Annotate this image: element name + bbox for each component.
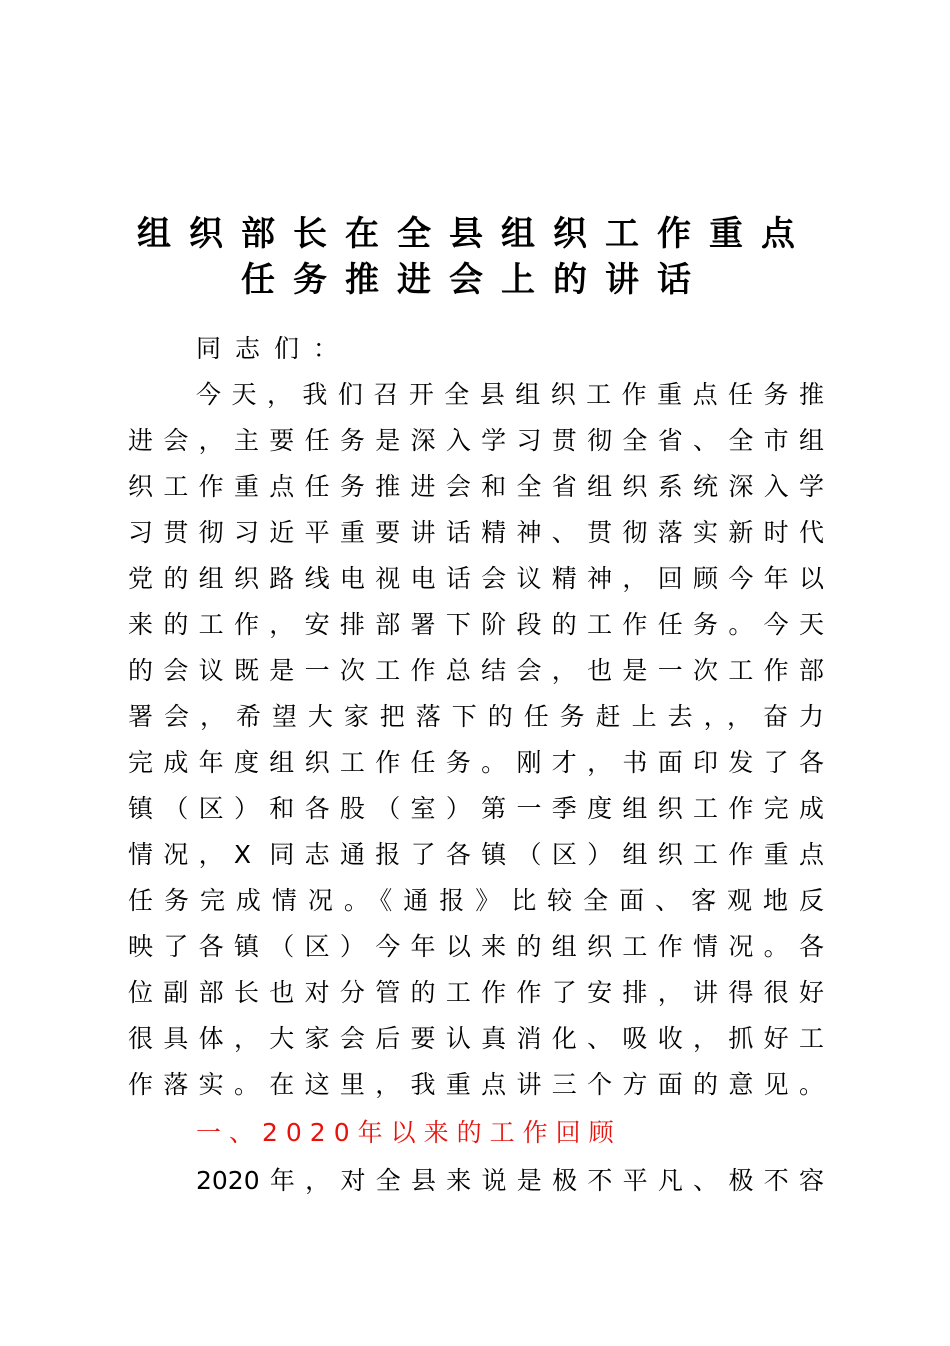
paragraph-1-line: 习贯彻习近平重要讲话精神、贯彻落实新时代	[128, 518, 824, 547]
paragraph-1-line: 进会，主要任务是深入学习贯彻全省、全市组	[128, 426, 824, 455]
section-1-heading: 一、2020年以来的工作回顾	[196, 1118, 622, 1147]
paragraph-1-line: 镇（区）和各股（室）第一季度组织工作完成	[128, 794, 824, 823]
paragraph-1-line: 织工作重点任务推进会和全省组织系统深入学	[128, 472, 824, 501]
paragraph-1-line: 的会议既是一次工作总结会，也是一次工作部	[128, 656, 824, 685]
paragraph-2-line: 2020年，对全县来说是极不平凡、极不容	[196, 1166, 824, 1195]
paragraph-1-line: 任务完成情况。《通报》比较全面、客观地反	[128, 886, 824, 915]
paragraph-1-line: 位副部长也对分管的工作作了安排，讲得很好	[128, 978, 824, 1007]
paragraph-1-line: 署会，希望大家把落下的任务赶上去，，奋力	[128, 702, 824, 731]
document-title-line-1: 组织部长在全县组织工作重点	[137, 214, 813, 254]
paragraph-1-line: 完成年度组织工作任务。刚才，书面印发了各	[128, 748, 824, 777]
paragraph-1-line: 来的工作，安排部署下阶段的工作任务。今天	[128, 610, 824, 639]
document-title-line-2: 任务推进会上的讲话	[241, 260, 709, 300]
paragraph-1-line: 情况，X 同志通报了各镇（区）组织工作重点	[128, 840, 824, 869]
salutation: 同志们：	[196, 334, 353, 363]
paragraph-1-line: 映了各镇（区）今年以来的组织工作情况。各	[128, 932, 824, 961]
paragraph-1-line: 很具体，大家会后要认真消化、吸收，抓好工	[128, 1024, 824, 1053]
paragraph-1-line: 今天，我们召开全县组织工作重点任务推	[196, 380, 824, 409]
paragraph-1-line: 作落实。在这里，我重点讲三个方面的意见。	[128, 1070, 824, 1099]
paragraph-1-line: 党的组织路线电视电话会议精神，回顾今年以	[128, 564, 824, 593]
